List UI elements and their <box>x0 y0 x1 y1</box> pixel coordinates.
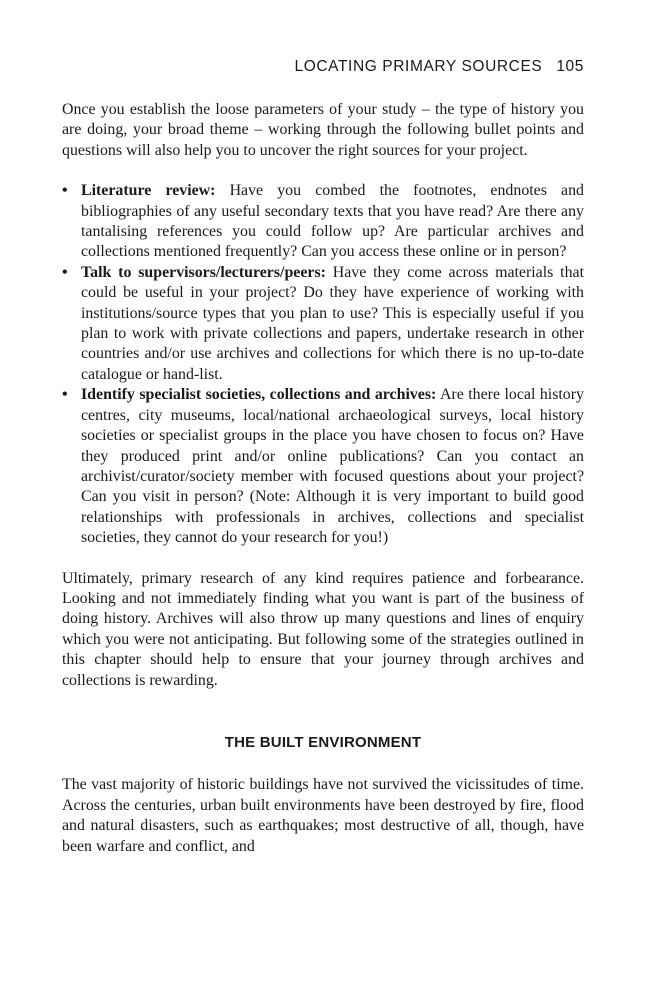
running-header <box>295 58 584 76</box>
bullet-term: Identify specialist societies, collections and archives: <box>81 386 437 404</box>
bullet-text: Have they come across materials that could be useful in your project? Do they have experience of working with institutions/source types that you plan to use? This is especially useful if you plan to work with private collections and papers, undertake research in other countries and/or use archives and collections for which there is no up-to-date catalogue or hand-list. <box>81 263 584 383</box>
conclusion-paragraph: Ultimately, primary research of any kind requires patience and forbearance. Looking and not immediately finding what you want is part of the business of doing history. Archives will also throw up many questions and lines of enquiry which you were not anticipating. But following some of the strategies outlined in this chapter should help to ensure that your journey through archives and collections is rewarding. <box>62 569 584 689</box>
page-number: 105 <box>556 58 584 75</box>
bullet-text: Have you combed the footnotes, endnotes and bibliographies of any useful secondary texts that you have read? Are there any tantalising references you could follow up? Are particular archives and collections mentioned frequently? Can you access these online or in person? <box>81 182 584 261</box>
bullet-term: Talk to supervisors/lecturers/peers: <box>81 263 326 281</box>
section-heading: THE BUILT ENVIRONMENT <box>224 733 422 751</box>
list-item <box>62 263 584 385</box>
bullet-term: Literature review: <box>81 182 216 200</box>
bullet-icon: • <box>62 182 68 200</box>
list-item <box>62 385 584 548</box>
bullet-icon: • <box>62 386 68 404</box>
bullet-text: Are there local history centres, city museums, local/national archaeological surveys, local history societies or specialist groups in the place you have chosen to focus on? Have they produced print and/or online publications? Can you contact an archivist/curator/society member with focused questions about your project? Can you visit in person? (Note: Although it is very important to build good relationships with professionals in archives, collections and specialist societies, they cannot do your research for you!) <box>81 386 584 547</box>
bullet-icon: • <box>62 263 68 281</box>
list-item <box>62 181 584 263</box>
body-text <box>62 100 584 857</box>
bullet-list <box>62 181 584 548</box>
intro-paragraph: Once you establish the loose parameters of your study – the type of history you are doing, your broad theme – working through the following bullet points and questions will also help you to uncover the right sources for your project. <box>62 101 584 159</box>
running-title: LOCATING PRIMARY SOURCES <box>294 58 543 75</box>
section-paragraph: The vast majority of historic buildings have not survived the vicissitudes of time. Across the centuries, urban built environments have been destroyed by fire, flood and natural disasters, such as earthquakes; most destructive of all, though, have been warfare and conflict, and <box>62 776 584 855</box>
